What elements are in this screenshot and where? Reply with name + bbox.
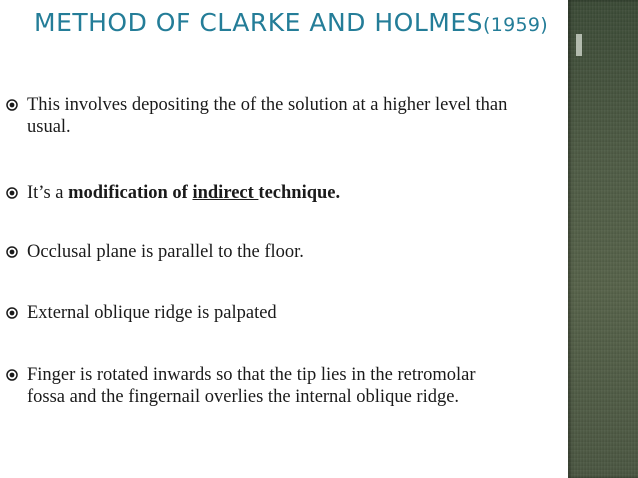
bullet-text: Finger is rotated inwards so that the tip lies in the retromolar fossa and the fingernail overlies the internal oblique ridge.: [27, 365, 476, 407]
circled-dot-bullet-icon: [6, 369, 18, 381]
bullet-text-bold: modification of: [68, 183, 193, 203]
slide-title-year: (1959): [483, 14, 549, 36]
bullet-text-bold-end: technique.: [258, 183, 341, 203]
circled-dot-bullet-icon: [6, 187, 18, 199]
bullet-text-bold-underlined: indirect: [192, 183, 259, 203]
bullet-text: External oblique ridge is palpated: [27, 303, 277, 323]
bullet-text-plain: It’s a: [27, 183, 69, 203]
slide-title: [34, 8, 548, 37]
circled-dot-bullet-icon: [6, 99, 18, 111]
circled-dot-bullet-icon: [6, 246, 18, 258]
bullet-text: Occlusal plane is parallel to the floor.: [27, 242, 304, 262]
circled-dot-bullet-icon: [6, 307, 18, 319]
side-bar-accent-block: [576, 34, 582, 56]
slide-title-main: METHOD OF CLARKE AND HOLMES: [34, 8, 484, 37]
bullet-text: This involves depositing the of the solution at a higher level than usual.: [27, 95, 508, 137]
bullet-text: [27, 182, 537, 204]
decorative-side-bar: [568, 0, 638, 478]
